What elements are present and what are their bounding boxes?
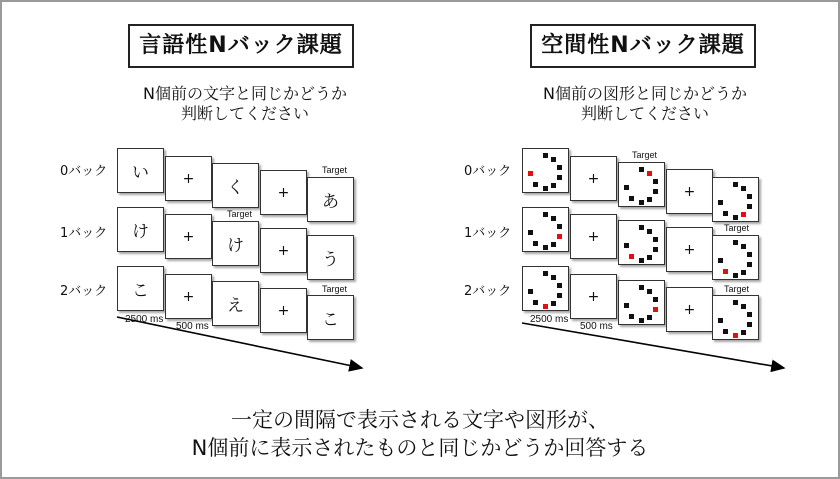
fixation-card: + xyxy=(260,288,307,333)
fixation-card: + xyxy=(260,228,307,273)
verbal-row-label-1back: 1バック xyxy=(60,226,108,241)
stimulus-duration-label: 2500 ms xyxy=(125,314,164,325)
verbal-target-card: け xyxy=(212,221,259,266)
interval-duration-label: 500 ms xyxy=(580,321,613,332)
verbal-row-label-0back: 0バック xyxy=(60,164,108,179)
verbal-target-card: こ xyxy=(307,295,354,340)
time-arrow-left xyxy=(117,317,362,368)
spatial-instruction-line2: 判断してください xyxy=(580,104,709,123)
fixation-card: + xyxy=(165,274,212,319)
summary-line2: N個前に表示されたものと同じかどうか回答する xyxy=(191,436,649,460)
fixation-card: + xyxy=(260,170,307,215)
fixation-card: + xyxy=(570,214,617,259)
verbal-row-label-2back: 2バック xyxy=(60,284,108,299)
verbal-stimulus-card: い xyxy=(117,148,164,193)
fixation-card: + xyxy=(570,274,617,319)
spatial-instruction-line1: N個前の図形と同じかどうか xyxy=(543,84,747,103)
target-label: Target xyxy=(322,165,348,175)
verbal-instruction-line2: 判断してください xyxy=(180,104,309,123)
spatial-row-label-1back: 1バック xyxy=(464,226,512,241)
target-label: Target xyxy=(322,284,348,294)
target-label: Target xyxy=(724,284,750,294)
target-label: Target xyxy=(227,209,253,219)
verbal-task-title: 言語性Nバック課題 xyxy=(128,24,354,68)
stimulus-duration-label: 2500 ms xyxy=(530,314,569,325)
verbal-stimulus-card: う xyxy=(307,235,354,280)
spatial-task-title: 空間性Nバック課題 xyxy=(530,24,756,68)
target-label: Target xyxy=(724,223,750,233)
verbal-target-card: あ xyxy=(307,177,354,222)
interval-duration-label: 500 ms xyxy=(176,321,209,332)
target-label: Target xyxy=(632,150,658,160)
fixation-card: + xyxy=(165,214,212,259)
summary-line1: 一定の間隔で表示される文字や図形が、 xyxy=(231,408,609,432)
verbal-instruction-line1: N個前の文字と同じかどうか xyxy=(143,84,347,103)
time-arrow-right xyxy=(522,323,784,368)
spatial-row-label-2back: 2バック xyxy=(464,284,512,299)
verbal-stimulus-card: こ xyxy=(117,266,164,311)
verbal-stimulus-card: け xyxy=(117,207,164,252)
fixation-card: + xyxy=(165,156,212,201)
spatial-row-label-0back: 0バック xyxy=(464,164,512,179)
fixation-card: + xyxy=(666,227,713,272)
verbal-stimulus-card: く xyxy=(212,163,259,208)
verbal-stimulus-card: え xyxy=(212,281,259,326)
fixation-card: + xyxy=(570,156,617,201)
fixation-card: + xyxy=(666,169,713,214)
fixation-card: + xyxy=(666,287,713,332)
